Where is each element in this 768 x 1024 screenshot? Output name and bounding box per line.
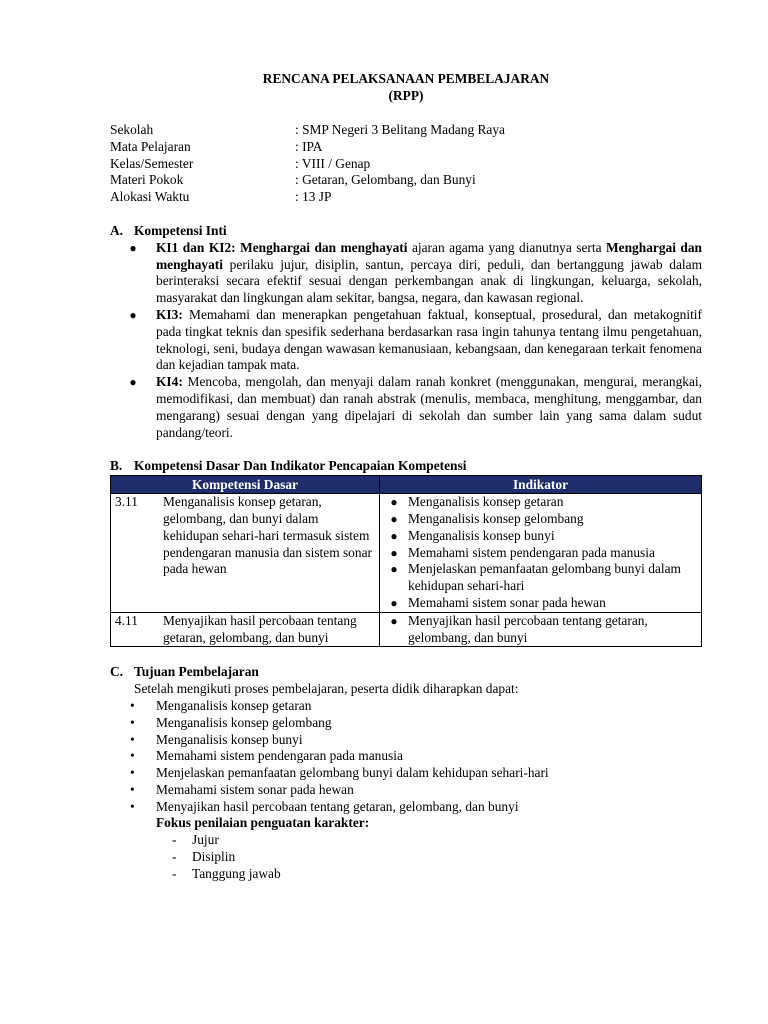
dash-icon: -	[172, 832, 177, 848]
table-header-row	[111, 476, 702, 494]
ki-bold-text: KI1 dan KI2: Menghargai dan menghayati	[156, 239, 408, 255]
indikator-cell	[380, 494, 702, 613]
section-b-heading	[110, 458, 702, 475]
identity-value: : IPA	[295, 138, 323, 154]
ki-text-part: perilaku jujur, disiplin, santun, percaya diri, peduli, dan bertanggung jawab dalam berinteraksi secara efektif sesuai dengan perkembangan anak di lingkungan, keluarga, sekolah, masyarakat dan lingkungan alam sekitar, bangsa, negara, dan kawasan regional.	[156, 256, 702, 306]
fokus-label: Fokus penilaian penguatan karakter:	[156, 815, 370, 831]
list-item	[110, 748, 702, 765]
ki-text	[156, 307, 702, 374]
section-title: Tujuan Pembelajaran	[134, 664, 259, 680]
kompetensi-table	[110, 475, 702, 647]
ki-bold-text: KI3:	[156, 306, 183, 322]
identity-row	[110, 156, 702, 173]
kd-text: Menganalisis konsep getaran, gelombang, dan bunyi dalam kehidupan sehari-hari termasuk sistem pendengaran manusia dan sistem sonar pada hewan	[163, 494, 372, 577]
kompetensi-inti-list	[110, 240, 702, 442]
identity-value: : 13 JP	[295, 189, 332, 205]
kd-cell	[111, 612, 380, 647]
kd-text: Menyajikan hasil percobaan tentang getaran, gelombang, dan bunyi	[163, 612, 357, 645]
table-row	[111, 494, 702, 613]
section-a-heading	[110, 223, 702, 240]
fokus-text: Jujur	[192, 832, 219, 848]
list-item	[110, 240, 702, 307]
ki-text-part: Mencoba, mengolah, dan menyaji dalam ranah konkret (menggunakan, mengurai, merangkai, memodifikasi, dan membuat) dan ranah abstrak (menulis, membaca, menghitung, menggambar, dan mengarang) sesuai dengan yang dipelajari di sekolah dan sumber lain yang sama dalam sudut pandang/teori.	[156, 374, 702, 440]
fokus-text: Tanggung jawab	[192, 865, 281, 881]
list-item	[110, 782, 702, 799]
table-row	[111, 612, 702, 647]
list-item	[380, 613, 701, 647]
list-item	[110, 765, 702, 782]
identity-row	[110, 122, 702, 139]
bullet-icon: •	[130, 731, 135, 747]
kd-number: 3.11	[115, 494, 138, 510]
title-line-2: (RPP)	[388, 88, 424, 103]
identity-label: Mata Pelajaran	[110, 138, 191, 154]
list-item	[380, 595, 701, 612]
indikator-text: Memahami sistem pendengaran pada manusia	[408, 544, 655, 560]
document-title	[110, 70, 702, 104]
indikator-text: Menganalisis konsep bunyi	[408, 527, 555, 543]
ki-bold-text: Menghargai dan menghayati	[156, 239, 703, 272]
bullet-icon: ●	[390, 545, 398, 560]
tujuan-text: Menganalisis konsep getaran	[156, 697, 312, 713]
list-item	[110, 799, 702, 816]
kd-cell	[111, 494, 380, 613]
tujuan-list	[110, 698, 702, 816]
list-item	[380, 545, 701, 562]
identity-value: : SMP Negeri 3 Belitang Madang Raya	[295, 122, 505, 137]
tujuan-text: Menjelaskan pemanfaatan gelombang bunyi dalam kehidupan sehari-hari	[156, 765, 549, 781]
document-page	[110, 70, 702, 883]
identity-row	[110, 139, 702, 156]
fokus-text: Disiplin	[192, 849, 236, 865]
section-title: Kompetensi Dasar Dan Indikator Pencapaian Kompetensi	[134, 458, 467, 474]
tujuan-text: Menyajikan hasil percobaan tentang getaran, gelombang, dan bunyi	[156, 798, 519, 814]
list-item	[110, 832, 702, 849]
section-letter: A.	[110, 222, 124, 238]
column-header-indikator: Indikator	[380, 476, 702, 494]
tujuan-text: Memahami sistem sonar pada hewan	[156, 781, 354, 797]
identity-label: Kelas/Semester	[110, 155, 194, 171]
list-item	[110, 307, 702, 374]
indikator-text: Memahami sistem sonar pada hewan	[408, 594, 606, 610]
column-header-kd: Kompetensi Dasar	[111, 476, 380, 494]
bullet-icon: •	[130, 697, 135, 713]
section-letter: B.	[110, 458, 123, 474]
identity-label: Materi Pokok	[110, 172, 184, 188]
section-letter: C.	[110, 664, 124, 680]
bullet-icon: •	[130, 798, 135, 814]
indikator-text: Menyajikan hasil percobaan tentang getaran, gelombang, dan bunyi	[408, 612, 648, 645]
section-c-heading	[110, 664, 702, 681]
bullet-icon: ●	[390, 528, 398, 543]
bullet-icon: •	[130, 714, 135, 730]
tujuan-intro: Setelah mengikuti proses pembelajaran, peserta didik diharapkan dapat:	[134, 681, 519, 697]
bullet-icon: ●	[129, 307, 137, 322]
list-item	[110, 698, 702, 715]
bullet-icon: •	[130, 748, 135, 764]
list-item	[110, 374, 702, 441]
identity-row	[110, 172, 702, 189]
indikator-cell	[380, 612, 702, 647]
identity-value: : VIII / Genap	[295, 155, 371, 171]
identity-block	[110, 122, 702, 206]
ki-text	[156, 240, 702, 307]
identity-value: : Getaran, Gelombang, dan Bunyi	[295, 172, 476, 188]
dash-icon: -	[172, 849, 177, 865]
bullet-icon: ●	[129, 375, 137, 390]
kd-number: 4.11	[115, 612, 138, 628]
tujuan-text: Menganalisis konsep gelombang	[156, 714, 332, 730]
identity-label: Alokasi Waktu	[110, 189, 190, 205]
tujuan-text: Memahami sistem pendengaran pada manusia	[156, 748, 403, 764]
bullet-icon: ●	[390, 495, 398, 510]
identity-label: Sekolah	[110, 122, 154, 137]
bullet-icon: •	[130, 765, 135, 781]
bullet-icon: •	[130, 781, 135, 797]
ki-text-part: ajaran agama yang dianutnya serta	[407, 239, 607, 255]
ki-text	[156, 374, 702, 441]
tujuan-text: Menganalisis konsep bunyi	[156, 731, 303, 747]
list-item	[110, 849, 702, 866]
dash-icon: -	[172, 865, 177, 881]
indikator-text: Menjelaskan pemanfaatan gelombang bunyi dalam kehidupan sehari-hari	[408, 561, 681, 594]
indikator-text: Menganalisis konsep gelombang	[408, 510, 584, 526]
bullet-icon: ●	[390, 595, 398, 610]
bullet-icon: ●	[390, 613, 398, 628]
bullet-icon: ●	[390, 511, 398, 526]
list-item	[110, 715, 702, 732]
fokus-list	[110, 832, 702, 882]
identity-row	[110, 189, 702, 206]
list-item	[380, 528, 701, 545]
list-item	[380, 494, 701, 511]
section-title: Kompetensi Inti	[134, 222, 227, 238]
list-item	[380, 511, 701, 528]
ki-text-part: Memahami dan menerapkan pengetahuan faktual, konseptual, prosedural, dan metakognitif pada tingkat teknis dan spesifik sederhana berdasarkan rasa ingin tahunya tentang ilmu pengetahuan, teknologi, seni, budaya dengan wawasan kemanusiaan, kebangsaan, dan kenegaraan terkait fenomena dan kejadian tampak mata.	[156, 306, 702, 373]
list-item	[110, 732, 702, 749]
bullet-icon: ●	[129, 240, 137, 255]
title-line-1: RENCANA PELAKSANAAN PEMBELAJARAN	[262, 71, 550, 86]
bullet-icon: ●	[390, 562, 398, 577]
indikator-text: Menganalisis konsep getaran	[408, 494, 564, 510]
list-item	[110, 866, 702, 883]
ki-bold-text: KI4:	[156, 374, 183, 390]
list-item	[380, 561, 701, 595]
